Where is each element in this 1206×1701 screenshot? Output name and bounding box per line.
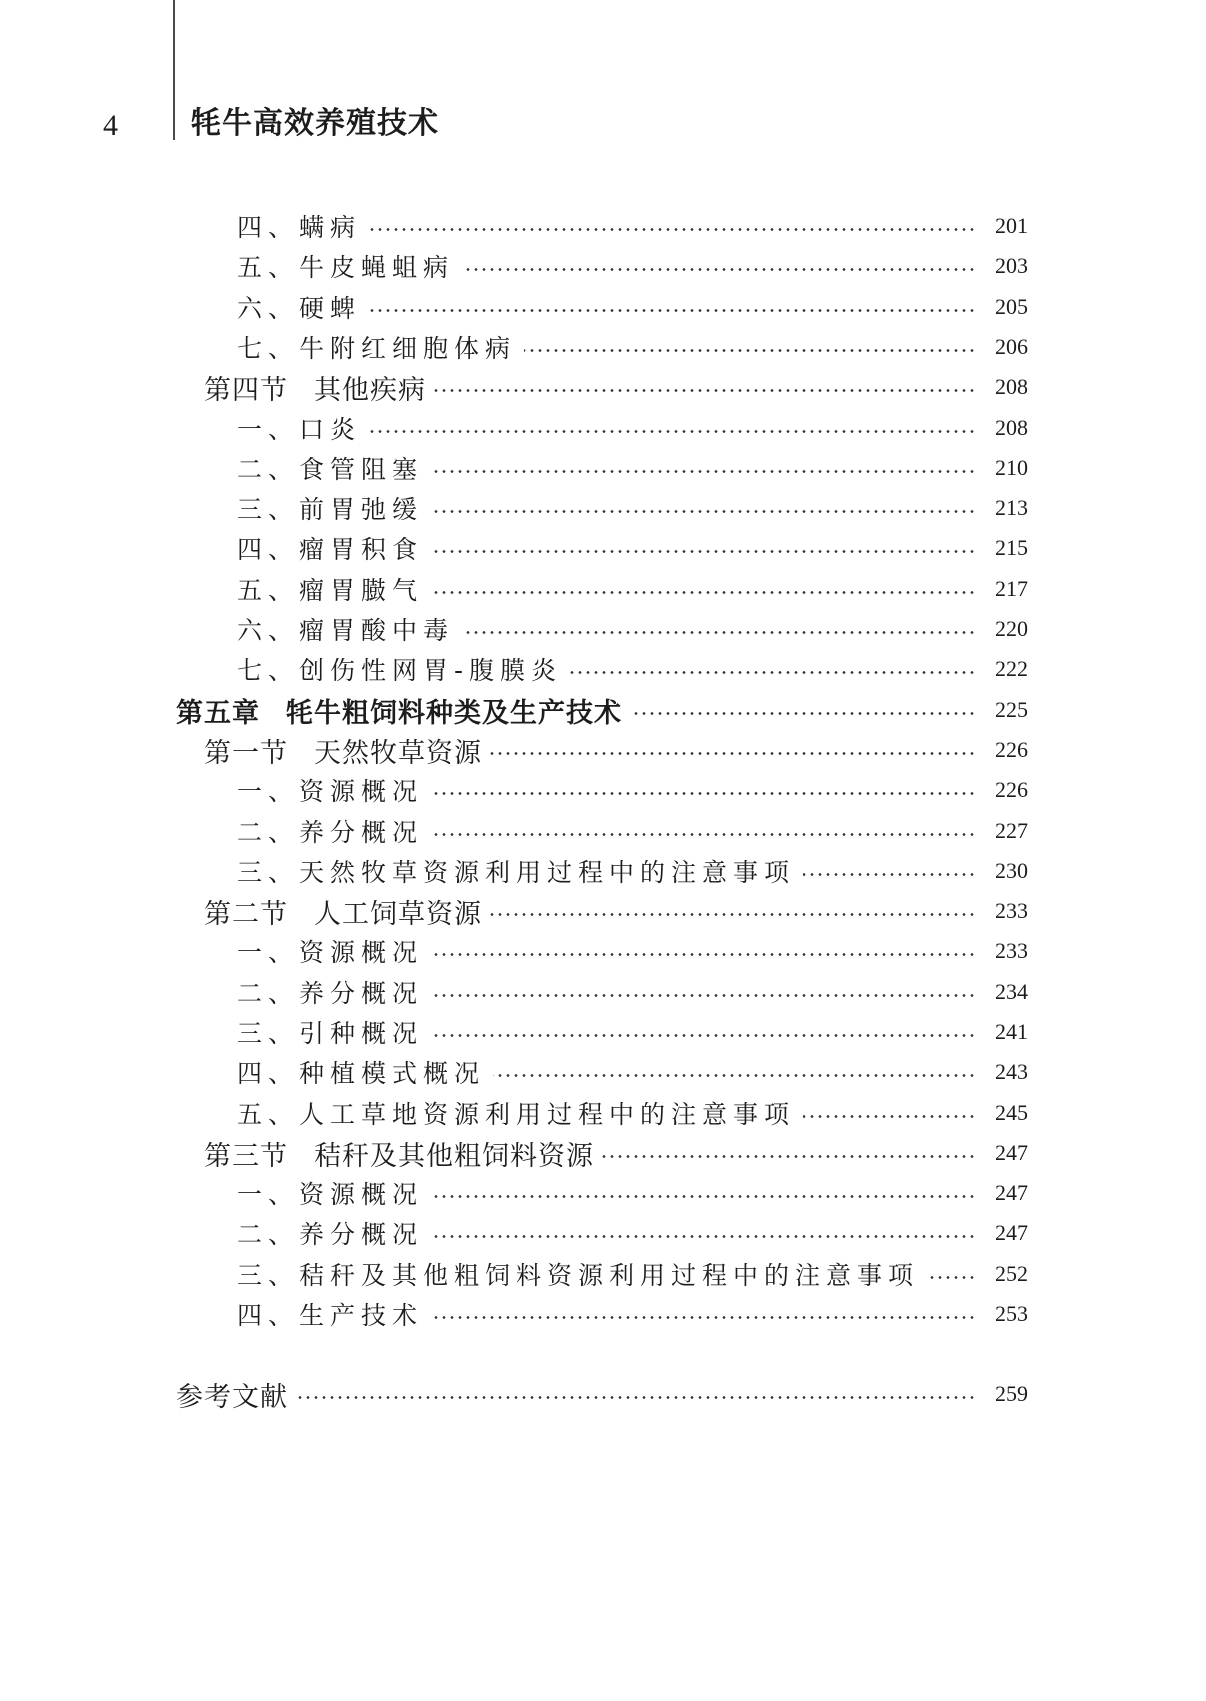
dot-leader	[490, 913, 976, 916]
toc-item-label: 四、生产技术	[237, 1301, 424, 1330]
toc-item-label: 七、创伤性网胃-腹膜炎	[237, 656, 563, 685]
toc-item-label: 三、秸秆及其他粗饲料资源利用过程中的注意事项	[237, 1261, 920, 1290]
toc-page-number: 253	[995, 1301, 1028, 1326]
dot-leader	[462, 268, 976, 271]
toc-page-number: 247	[995, 1140, 1028, 1165]
dot-leader	[431, 1195, 976, 1198]
toc-entry	[237, 446, 1028, 490]
dot-leader	[431, 510, 976, 513]
toc-entry	[204, 365, 1028, 409]
toc-entry	[237, 929, 1028, 973]
toc-item-label: 二、养分概况	[237, 1220, 424, 1249]
toc-entry	[176, 688, 1028, 732]
dot-leader	[927, 1276, 976, 1279]
toc-entry	[237, 970, 1028, 1014]
toc-page-number: 252	[995, 1261, 1028, 1286]
toc-page-number: 217	[995, 576, 1028, 601]
toc-item-label: 五、人工草地资源利用过程中的注意事项	[237, 1100, 796, 1129]
toc-page-number: 210	[995, 455, 1028, 480]
dot-leader	[524, 349, 976, 352]
toc-page-number: 233	[995, 938, 1028, 963]
toc-entry	[204, 1131, 1028, 1175]
toc-item-label: 三、前胃弛缓	[237, 495, 424, 524]
toc-entry	[237, 1091, 1028, 1135]
toc-page-number: 233	[995, 898, 1028, 923]
running-title: 牦牛高效养殖技术	[191, 106, 439, 141]
dot-leader	[630, 712, 976, 715]
toc-page-number: 201	[995, 213, 1028, 238]
toc-page-number: 206	[995, 334, 1028, 359]
toc-section-heading	[204, 1134, 594, 1173]
toc-entry	[204, 728, 1028, 772]
toc-section-title: 秸秆及其他粗饲料资源	[314, 1140, 594, 1172]
dot-leader	[570, 671, 976, 674]
toc-entry	[237, 849, 1028, 893]
toc-page-number: 213	[995, 495, 1028, 520]
toc-entry	[237, 1292, 1028, 1336]
toc-item-label: 六、硬蜱	[237, 294, 362, 323]
toc-page-number: 247	[995, 1180, 1028, 1205]
toc-item-label: 二、养分概况	[237, 979, 424, 1008]
toc-entry	[237, 1010, 1028, 1054]
dot-leader	[296, 1396, 976, 1399]
dot-leader	[803, 873, 976, 876]
toc-section-number: 第一节	[204, 737, 288, 769]
dot-leader	[369, 309, 976, 312]
dot-leader	[369, 430, 976, 433]
toc-page-number: 243	[995, 1059, 1028, 1084]
toc-page-number: 241	[995, 1019, 1028, 1044]
toc-section-heading	[204, 368, 426, 407]
toc-item-label: 四、螨病	[237, 213, 362, 242]
dot-leader	[493, 1074, 976, 1077]
dot-leader	[431, 550, 976, 553]
toc-entry	[237, 809, 1028, 853]
toc-entry	[237, 607, 1028, 651]
toc-section-heading	[204, 731, 482, 770]
toc-chapter-heading	[176, 691, 622, 730]
dot-leader	[431, 994, 976, 997]
toc-page-number: 227	[995, 818, 1028, 843]
toc-page-number: 259	[995, 1381, 1028, 1406]
toc-entry	[237, 1252, 1028, 1296]
toc-page-number: 205	[995, 294, 1028, 319]
toc-entry	[237, 406, 1028, 450]
toc-section-number: 第二节	[204, 898, 288, 930]
toc-item-label: 七、牛附红细胞体病	[237, 334, 517, 363]
toc-page-number: 247	[995, 1220, 1028, 1245]
dot-leader	[431, 1235, 976, 1238]
toc-page-number: 208	[995, 415, 1028, 440]
dot-leader	[803, 1115, 976, 1118]
toc-item-label: 四、种植模式概况	[237, 1059, 486, 1088]
toc-page-number: 203	[995, 253, 1028, 278]
dot-leader	[431, 1316, 976, 1319]
toc-entry	[237, 325, 1028, 369]
toc-entry	[237, 204, 1028, 248]
dot-leader	[431, 591, 976, 594]
toc-section-title: 其他疾病	[314, 374, 426, 406]
toc-page-number: 245	[995, 1100, 1028, 1125]
toc-page-number: 225	[995, 697, 1028, 722]
toc-section-number: 第四节	[204, 374, 288, 406]
page-number: 4	[103, 109, 118, 142]
toc-entry	[237, 486, 1028, 530]
toc-page-number: 222	[995, 656, 1028, 681]
dot-leader	[431, 792, 976, 795]
toc-item-label: 四、瘤胃积食	[237, 535, 424, 564]
toc-page-number: 208	[995, 374, 1028, 399]
toc-item-label: 六、瘤胃酸中毒	[237, 616, 455, 645]
toc-chapter-title: 牦牛粗饲料种类及生产技术	[286, 697, 622, 729]
toc-entry	[237, 768, 1028, 812]
toc-entry	[204, 889, 1028, 933]
dot-leader	[431, 833, 976, 836]
toc-entry	[237, 567, 1028, 611]
toc-page-number: 215	[995, 535, 1028, 560]
toc-page-number: 230	[995, 858, 1028, 883]
dot-leader	[431, 470, 976, 473]
toc-page-number: 234	[995, 979, 1028, 1004]
dot-leader	[434, 389, 976, 392]
toc-page-number: 226	[995, 737, 1028, 762]
toc-section-title: 天然牧草资源	[314, 737, 482, 769]
toc-section-number: 第三节	[204, 1140, 288, 1172]
dot-leader	[369, 228, 976, 231]
toc-entry	[237, 647, 1028, 691]
toc-entry	[237, 1211, 1028, 1255]
toc-page-number: 226	[995, 777, 1028, 802]
toc-entry	[176, 1372, 1028, 1416]
toc-page-number: 220	[995, 616, 1028, 641]
toc-item-label: 三、天然牧草资源利用过程中的注意事项	[237, 858, 796, 887]
toc-entry	[237, 1171, 1028, 1215]
dot-leader	[431, 1034, 976, 1037]
toc-item-label: 三、引种概况	[237, 1019, 424, 1048]
toc-entry	[237, 244, 1028, 288]
toc-chapter-number: 第五章	[176, 697, 260, 729]
toc-item-label: 二、食管阻塞	[237, 455, 424, 484]
dot-leader	[490, 752, 976, 755]
toc-item-label: 二、养分概况	[237, 818, 424, 847]
dot-leader	[602, 1155, 976, 1158]
toc-section-heading	[204, 892, 482, 931]
header-divider	[173, 0, 175, 140]
dot-leader	[462, 631, 976, 634]
toc-entry	[237, 1050, 1028, 1094]
toc-entry	[237, 285, 1028, 329]
toc-entry	[237, 526, 1028, 570]
toc-item-label: 一、资源概况	[237, 938, 424, 967]
toc-section-title: 人工饲草资源	[314, 898, 482, 930]
dot-leader	[431, 953, 976, 956]
toc-item-label: 五、瘤胃臌气	[237, 576, 424, 605]
toc-item-label: 五、牛皮蝇蛆病	[237, 253, 455, 282]
toc-references-label: 参考文献	[176, 1381, 288, 1413]
toc-item-label: 一、口炎	[237, 415, 362, 444]
toc-item-label: 一、资源概况	[237, 1180, 424, 1209]
toc-item-label: 一、资源概况	[237, 777, 424, 806]
